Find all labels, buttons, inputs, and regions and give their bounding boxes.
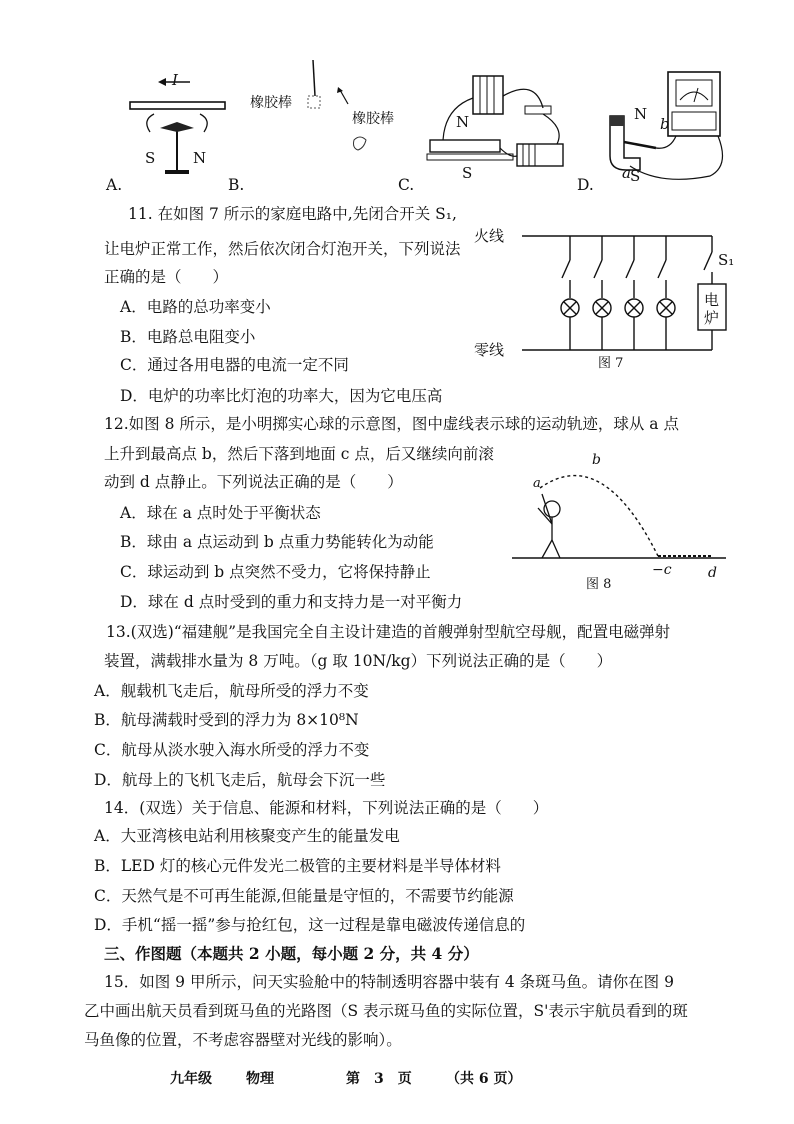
question-stem-line: 乙中画出航天员看到斑马鱼的光路图（S 表示斑马鱼的实际位置，S'表示宇航员看到的斑 <box>84 1002 688 1020</box>
section-title: 三、作图题（本题共 2 小题，每小题 2 分，共 4 分） <box>104 944 479 963</box>
heater-label: 电 <box>704 291 720 309</box>
current-label: I <box>172 71 178 89</box>
subject-label: 物理 <box>246 1071 274 1087</box>
point-a-label: a <box>533 476 541 491</box>
page-number: 第 3 页 <box>346 1071 412 1087</box>
south-pole-label: S <box>630 167 641 185</box>
option-d: D．球在 d 点时受到的重力和支持力是一对平衡力 <box>120 593 463 611</box>
question-stem-line: 让电炉正常工作，然后依次闭合灯泡开关，下列说法 <box>104 240 461 258</box>
option-letter: C. <box>398 176 415 194</box>
rubber-rod-label: 橡胶棒 <box>250 95 292 111</box>
heater-label: 炉 <box>704 309 720 327</box>
option-c: C．航母从淡水驶入海水所受的浮力不变 <box>94 741 370 759</box>
figure-c-drawing <box>425 68 575 188</box>
point-c-label: −c <box>652 562 672 578</box>
option-d: D．航母上的飞机飞走后，航母会下沉一些 <box>94 771 386 789</box>
question-stem-line: 13.(双选)“福建舰”是我国完全自主设计建造的首艘弹射型航空母舰，配置电磁弹射 <box>106 623 671 641</box>
question-stem-line: 14．(双选）关于信息、能源和材料，下列说法正确的是（ ） <box>104 799 549 817</box>
figure-a-drawing <box>120 70 240 180</box>
option-a: A．大亚湾核电站利用核聚变产生的能量发电 <box>94 827 400 845</box>
circuit-diagram <box>470 222 730 362</box>
north-pole-label: N <box>634 105 648 123</box>
south-pole-label: S <box>145 149 156 167</box>
option-b: B．电路总电阻变小 <box>120 328 256 346</box>
figure-caption: 图 7 <box>598 356 624 371</box>
question-stem-line: 15．如图 9 甲所示，问天实验舱中的特制透明容器中装有 4 条斑马鱼。请你在图 9 <box>104 973 674 991</box>
point-b-label: b <box>592 452 601 468</box>
point-d-label: d <box>708 565 717 581</box>
question-stem-line: 11. 在如图 7 所示的家庭电路中,先闭合开关 S₁, <box>128 205 457 223</box>
option-c: C．天然气是不可再生能源,但能量是守恒的，不需要节约能源 <box>94 887 514 905</box>
option-letter: D. <box>577 176 594 194</box>
total-pages: （共 6 页） <box>446 1071 522 1087</box>
option-letter: B. <box>228 176 245 194</box>
question-stem-line: 马鱼像的位置，不考虑容器壁对光线的影响）。 <box>84 1031 402 1049</box>
north-pole-label: N <box>456 113 470 131</box>
north-pole-label: N <box>193 149 207 167</box>
option-letter: A. <box>106 176 123 194</box>
option-b: B．LED 灯的核心元件发光二极管的主要材料是半导体材料 <box>94 857 501 875</box>
trajectory-diagram <box>512 462 732 562</box>
option-c: C．球运动到 b 点突然不受力，它将保持静止 <box>120 563 431 581</box>
live-wire-label: 火线 <box>474 227 505 245</box>
switch-s1-label: S₁ <box>718 251 735 269</box>
option-b: B．球由 a 点运动到 b 点重力势能转化为动能 <box>120 533 434 551</box>
option-a: A．球在 a 点时处于平衡状态 <box>120 504 321 522</box>
question-stem-line: 正确的是（ ） <box>104 268 229 286</box>
figure-caption: 图 8 <box>586 577 612 592</box>
point-b-label: b <box>660 115 670 133</box>
figure-b-drawing <box>290 60 410 170</box>
south-pole-label: S <box>462 164 473 182</box>
option-d: D．电炉的功率比灯泡的功率大，因为它电压高 <box>120 387 443 405</box>
option-d: D．手机“摇一摇”参与抢红包，这一过程是靠电磁波传递信息的 <box>94 916 526 934</box>
point-a-label: a <box>622 164 631 182</box>
question-stem-line: 动到 d 点静止。下列说法正确的是（ ） <box>104 473 403 491</box>
option-a: A．舰载机飞走后，航母所受的浮力不变 <box>94 682 369 700</box>
question-stem-line: 12.如图 8 所示，是小明掷实心球的示意图，图中虚线表示球的运动轨迹，球从 a 点 <box>104 415 679 433</box>
question-stem-line: 装置，满载排水量为 8 万吨。（g 取 10N/kg）下列说法正确的是（ ） <box>104 652 613 670</box>
grade-label: 九年级 <box>170 1071 212 1087</box>
option-b: B．航母满载时受到的浮力为 8×10⁸N <box>94 711 359 729</box>
rubber-rod-label: 橡胶棒 <box>352 111 394 127</box>
question-stem-line: 上升到最高点 b，然后下落到地面 c 点，后又继续向前滚 <box>104 445 494 463</box>
neutral-wire-label: 零线 <box>474 341 505 359</box>
option-c: C．通过各用电器的电流一定不同 <box>120 356 349 374</box>
option-a: A．电路的总功率变小 <box>120 298 271 316</box>
